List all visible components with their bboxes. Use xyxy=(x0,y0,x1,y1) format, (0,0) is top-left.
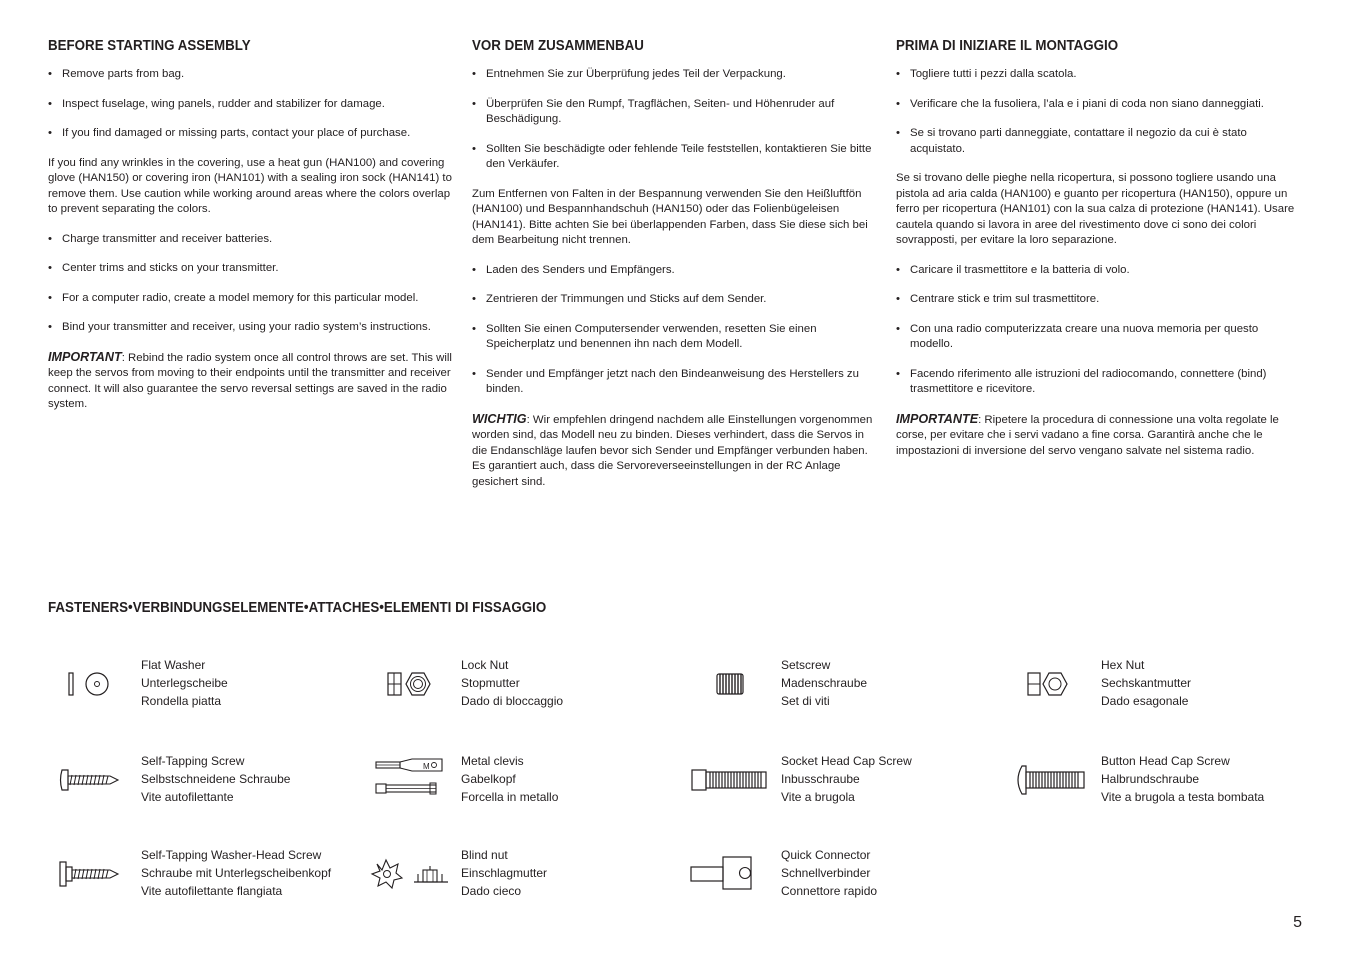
bullet-item: • Togliere tutti i pezzi dalla scatola. xyxy=(896,67,1301,83)
fastener-setscrew xyxy=(688,656,988,716)
fastener-lock-nut xyxy=(368,656,668,716)
fastener-labels xyxy=(141,656,228,710)
label-it: Dado esagonale xyxy=(1101,694,1189,708)
bullet-item: • Charge transmitter and receiver batteries. xyxy=(48,232,453,248)
section-heading: PRIMA DI INIZIARE IL MONTAGGIO xyxy=(896,38,1119,54)
label-it: Vite a brugola xyxy=(781,790,855,804)
label-de: Gabelkopf xyxy=(461,772,516,786)
label-it: Vite a brugola a testa bombata xyxy=(1101,790,1265,804)
fastener-labels xyxy=(1101,752,1264,806)
label-en: Socket Head Cap Screw xyxy=(781,754,912,768)
label-de: Selbstschneidene Schraube xyxy=(141,772,291,786)
label-de: Schnellverbinder xyxy=(781,866,871,880)
label-it: Vite autofilettante xyxy=(141,790,234,804)
label-en: Self-Tapping Screw xyxy=(141,754,245,768)
important-note xyxy=(48,350,453,413)
fastener-quick-connector xyxy=(688,846,988,906)
fastener-hex-nut xyxy=(1008,656,1308,716)
bullet-item: • Bind your transmitter and receiver, using your radio system’s instructions. xyxy=(48,320,453,336)
fastener-labels xyxy=(781,752,912,806)
fastener-labels xyxy=(781,846,877,900)
bullet-item: • Con una radio computerizzata creare una nuova memoria per questo modello. xyxy=(896,322,1301,353)
bullet-item: • Se si trovano parti danneggiate, contattare il negozio da cui è stato acquistato. xyxy=(896,126,1301,157)
label-it: Dado cieco xyxy=(461,884,522,898)
bullet-item: • Sender und Empfänger jetzt nach den Bindeanweisung des Herstellers zu binden. xyxy=(472,367,877,398)
fastener-blind-nut xyxy=(368,846,668,906)
bullet-item: • Center trims and sticks on your transmitter. xyxy=(48,261,453,277)
important-note xyxy=(472,412,877,491)
self-tapping-screw-icon xyxy=(48,752,128,808)
paragraph: Se si trovano delle pieghe nella ricopertura, si possono togliere usando una pistola ad aria calda (HAN100) e guanto per ricopertura (HAN150), oppure un ferro per ricopertura (HAN101) con la sua calza di protezione (HAN141). Usare cautela quando si lavora in aree del rivestimento dove ci sono dei colori sovrapposti, per evitare la loro separazione. xyxy=(896,172,1295,246)
blind-nut-icon xyxy=(368,846,448,902)
label-en: Hex Nut xyxy=(1101,658,1145,672)
flat-washer-icon xyxy=(48,656,128,712)
fastener-button-head-cap-screw xyxy=(1008,752,1308,812)
label-de: Inbusschraube xyxy=(781,772,860,786)
fastener-labels xyxy=(461,656,563,710)
label-it: Rondella piatta xyxy=(141,694,222,708)
label-it: Set di viti xyxy=(781,694,830,708)
button-head-cap-screw-icon xyxy=(1008,752,1088,808)
fastener-labels xyxy=(1101,656,1191,710)
hex-nut-icon xyxy=(1008,656,1088,712)
column-english xyxy=(48,38,453,427)
label-it: Dado di bloccaggio xyxy=(461,694,564,708)
column-german xyxy=(472,38,877,504)
important-text: : Wir empfehlen dringend nachdem alle Einstellungen vorgenommen worden sind, das Modell neu zu binden. Dieses verhindert, dass die Servos in die Endanschläge laufen bevor sich Sender und Empfänger verbunden haben. Es garantiert auch, dass die Servoreverseeinstellungen in der RC Anlage gesichert sind. xyxy=(472,413,873,488)
label-it: Forcella in metallo xyxy=(461,790,559,804)
metal-clevis-icon xyxy=(368,752,448,808)
section-heading: VOR DEM ZUSAMMENBAU xyxy=(472,38,644,54)
label-de: Einschlagmutter xyxy=(461,866,548,880)
fastener-labels xyxy=(461,752,558,806)
bullet-item: • Sollten Sie einen Computersender verwenden, resetten Sie einen Speicherplatz und benennen ihn nach dem Modell. xyxy=(472,322,877,353)
bullet-item: • Verificare che la fusoliera, l’ala e i piani di coda non siano danneggiati. xyxy=(896,97,1301,113)
label-en: Metal clevis xyxy=(461,754,524,768)
setscrew-icon xyxy=(688,656,768,712)
important-note xyxy=(896,412,1301,460)
important-text: : Ripetere la procedura di connessione una volta regolate le corse, per evitare che i servi vadano a fine corsa. Garantirà anche che le impostazioni di inversione del servo vengano salvate nel sistema radio. xyxy=(896,413,1279,457)
column-italian xyxy=(896,38,1301,473)
section-heading: BEFORE STARTING ASSEMBLY xyxy=(48,38,251,54)
label-it: Vite autofilettante flangiata xyxy=(141,884,283,898)
bullet-item: • Facendo riferimento alle istruzioni del radiocomando, connettere (bind) trasmettitore e ricevitore. xyxy=(896,367,1301,398)
fastener-labels xyxy=(781,656,867,710)
label-en: Setscrew xyxy=(781,658,831,672)
important-label: IMPORTANT xyxy=(48,349,122,364)
label-de: Stopmutter xyxy=(461,676,520,690)
paragraph: If you find any wrinkles in the covering, use a heat gun (HAN100) and covering glove (HAN150) or covering iron (HAN101) with a sealing iron sock (HAN141) to remove them. Use caution while working around areas where the colors overlap to prevent separating the colors. xyxy=(48,156,452,215)
bullet-item: • Zentrieren der Trimmungen und Sticks auf dem Sender. xyxy=(472,292,877,308)
fastener-labels xyxy=(461,846,547,900)
bullet-item: • Caricare il trasmettitore e la batteria di volo. xyxy=(896,263,1301,279)
important-label: IMPORTANTE xyxy=(896,411,979,426)
fastener-metal-clevis xyxy=(368,752,668,812)
fastener-socket-head-cap-screw xyxy=(688,752,988,812)
label-en: Lock Nut xyxy=(461,658,509,672)
paragraph: Zum Entfernen von Falten in der Bespannung verwenden Sie den Heißluftfön (HAN100) und Bespannhandschuh (HAN150) oder das Folienbügeleisen (HAN141). Bitte achten Sie bei überlappenden Farben, dass Sie diese sich bei dem Bearbeitung nicht trennen. xyxy=(472,187,868,246)
washer-head-screw-icon xyxy=(48,846,128,902)
label-en: Quick Connector xyxy=(781,848,871,862)
label-en: Self-Tapping Washer-Head Screw xyxy=(141,848,322,862)
bullet-item: • Remove parts from bag. xyxy=(48,67,453,83)
label-en: Flat Washer xyxy=(141,658,206,672)
bullet-item: • Centrare stick e trim sul trasmettitore. xyxy=(896,292,1301,308)
fasteners-heading: FASTENERS•VERBINDUNGSELEMENTE•ATTACHES•ELEMENTI DI FISSAGGIO xyxy=(48,600,547,616)
page-number: 5 xyxy=(1293,914,1302,931)
clevis-mark: M xyxy=(423,762,430,771)
label-de: Sechskantmutter xyxy=(1101,676,1192,690)
fastener-labels xyxy=(141,752,290,806)
important-text: : Rebind the radio system once all control throws are set. This will keep the servos from moving to their endpoints until the transmitter and receiver connect. It will also guarantee the servo reversal settings are saved in the radio system. xyxy=(48,351,452,410)
bullet-item: • If you find damaged or missing parts, contact your place of purchase. xyxy=(48,126,453,142)
label-de: Madenschraube xyxy=(781,676,868,690)
bullet-item: • For a computer radio, create a model memory for this particular model. xyxy=(48,291,453,307)
fastener-flat-washer xyxy=(48,656,348,716)
label-de: Halbrundschraube xyxy=(1101,772,1200,786)
important-label: WICHTIG xyxy=(472,411,527,426)
label-en: Button Head Cap Screw xyxy=(1101,754,1230,768)
socket-head-cap-screw-icon xyxy=(688,752,768,808)
fastener-labels xyxy=(141,846,331,900)
bullet-item: • Überprüfen Sie den Rumpf, Tragflächen, Seiten- und Höhenruder auf Beschädigung. xyxy=(472,97,877,128)
bullet-item: • Sollten Sie beschädigte oder fehlende Teile feststellen, kontaktieren Sie bitte den Verkäufer. xyxy=(472,142,877,173)
label-it: Connettore rapido xyxy=(781,884,878,898)
bullet-item: • Laden des Senders und Empfängers. xyxy=(472,263,877,279)
fastener-washer-head-screw xyxy=(48,846,348,906)
quick-connector-icon xyxy=(688,846,768,902)
label-de: Schraube mit Unterlegscheibenkopf xyxy=(141,866,332,880)
fastener-self-tapping-screw xyxy=(48,752,348,812)
label-en: Blind nut xyxy=(461,848,508,862)
lock-nut-icon xyxy=(368,656,448,712)
bullet-item: • Entnehmen Sie zur Überprüfung jedes Teil der Verpackung. xyxy=(472,67,877,83)
bullet-item: • Inspect fuselage, wing panels, rudder and stabilizer for damage. xyxy=(48,97,453,113)
label-de: Unterlegscheibe xyxy=(141,676,228,690)
